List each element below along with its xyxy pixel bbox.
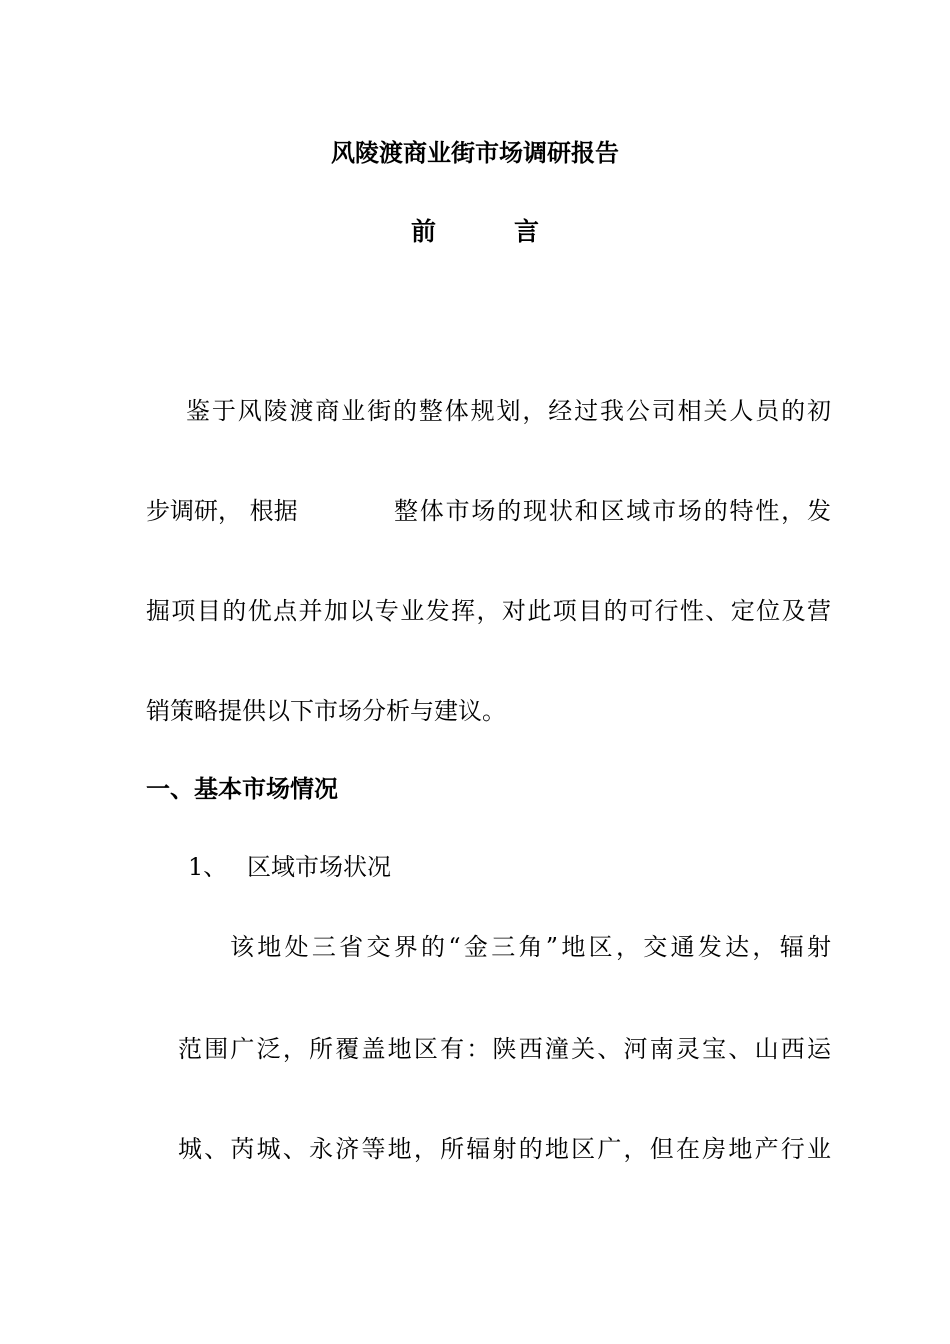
- section-body-line-2: 范围广泛，所覆盖地区有：陕西潼关、河南灵宝、山西运: [178, 1035, 831, 1063]
- intro-paragraph-line-3: 掘项目的优点并加以专业发挥，对此项目的可行性、定位及营: [146, 597, 831, 625]
- document-title: 风陵渡商业街市场调研报告: [331, 138, 619, 167]
- intro-paragraph-line-4: 销策略提供以下市场分析与建议。: [146, 697, 506, 725]
- preface-char-1: 前: [410, 217, 436, 246]
- section-body-line-1: 该地处三省交界的“金三角”地区，交通发达，辐射: [230, 933, 831, 961]
- preface-heading: [0, 216, 950, 248]
- intro-paragraph-line-2b: 整体市场的现状和区域市场的特性，发: [394, 497, 831, 525]
- intro-paragraph-line-2a: 步调研， 根据: [146, 497, 298, 525]
- subsection-number: 1、: [188, 853, 228, 881]
- section-heading-basic-market: 一、基本市场情况: [146, 774, 338, 803]
- preface-char-2: 言: [514, 217, 540, 246]
- intro-paragraph-line-1: 鉴于风陵渡商业街的整体规划，经过我公司相关人员的初: [186, 397, 831, 425]
- subsection-title-regional-market: 区域市场状况: [247, 853, 391, 881]
- section-body-line-3: 城、芮城、永济等地，所辐射的地区广，但在房地产行业: [178, 1135, 831, 1163]
